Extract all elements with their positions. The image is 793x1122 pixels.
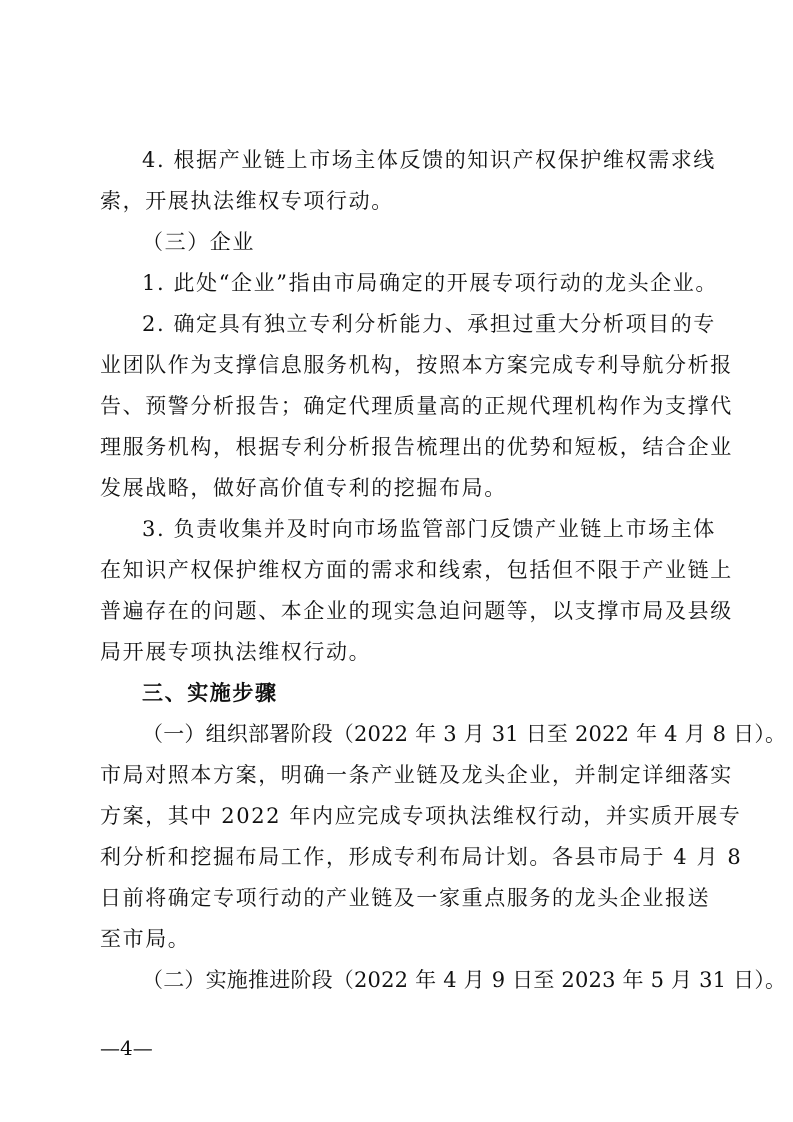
paragraph-line: 至市局。 bbox=[100, 927, 191, 951]
paragraph-line: 3. 负责收集并及时向市场监管部门反馈产业链上市场主体 bbox=[142, 517, 716, 541]
section-heading: 三、实施步骤 bbox=[142, 680, 278, 705]
paragraph-line: 在知识产权保护维权方面的需求和线索，包括但不限于产业链上 bbox=[100, 558, 733, 582]
paragraph-line: 利分析和挖掘布局工作，形成专利布局计划。各县市局于 4 月 8 bbox=[100, 845, 743, 869]
paragraph-line: 告、预警分析报告；确定代理质量高的正规代理机构作为支撑代 bbox=[100, 394, 733, 418]
paragraph-line: 日前将确定专项行动的产业链及一家重点服务的龙头企业报送 bbox=[100, 886, 711, 910]
paragraph-line: 普遍存在的问题、本企业的现实急迫问题等，以支撑市局及县级 bbox=[100, 599, 733, 623]
paragraph-line: （一）组织部署阶段（2022 年 3 月 31 日至 2022 年 4 月 8 日）。 bbox=[142, 722, 787, 746]
paragraph-line: 理服务机构，根据专利分析报告梳理出的优势和短板，结合企业 bbox=[100, 435, 733, 459]
paragraph-line: 业团队作为支撑信息服务机构，按照本方案完成专利导航分析报 bbox=[100, 353, 733, 377]
paragraph-line: 1. 此处“企业”指由市局确定的开展专项行动的龙头企业。 bbox=[142, 271, 718, 295]
paragraph-line: 发展战略，做好高价值专利的挖掘布局。 bbox=[100, 476, 507, 500]
paragraph-line: 方案，其中 2022 年内应完成专项执法维权行动，并实质开展专 bbox=[100, 804, 742, 828]
paragraph-line: （二）实施推进阶段（2022 年 4 月 9 日至 2023 年 5 月 31 日）。 bbox=[142, 968, 787, 992]
paragraph-line: 索，开展执法维权专项行动。 bbox=[100, 189, 394, 213]
section-heading: （三）企业 bbox=[142, 230, 255, 254]
paragraph-line: 市局对照本方案，明确一条产业链及龙头企业，并制定详细落实 bbox=[100, 763, 733, 787]
page-number: —4— bbox=[100, 1036, 153, 1060]
paragraph-line: 局开展专项执法维权行动。 bbox=[100, 640, 372, 664]
paragraph-line: 2. 确定具有独立专利分析能力、承担过重大分析项目的专 bbox=[142, 312, 716, 336]
paragraph-line: 4. 根据产业链上市场主体反馈的知识产权保护维权需求线 bbox=[142, 148, 716, 172]
